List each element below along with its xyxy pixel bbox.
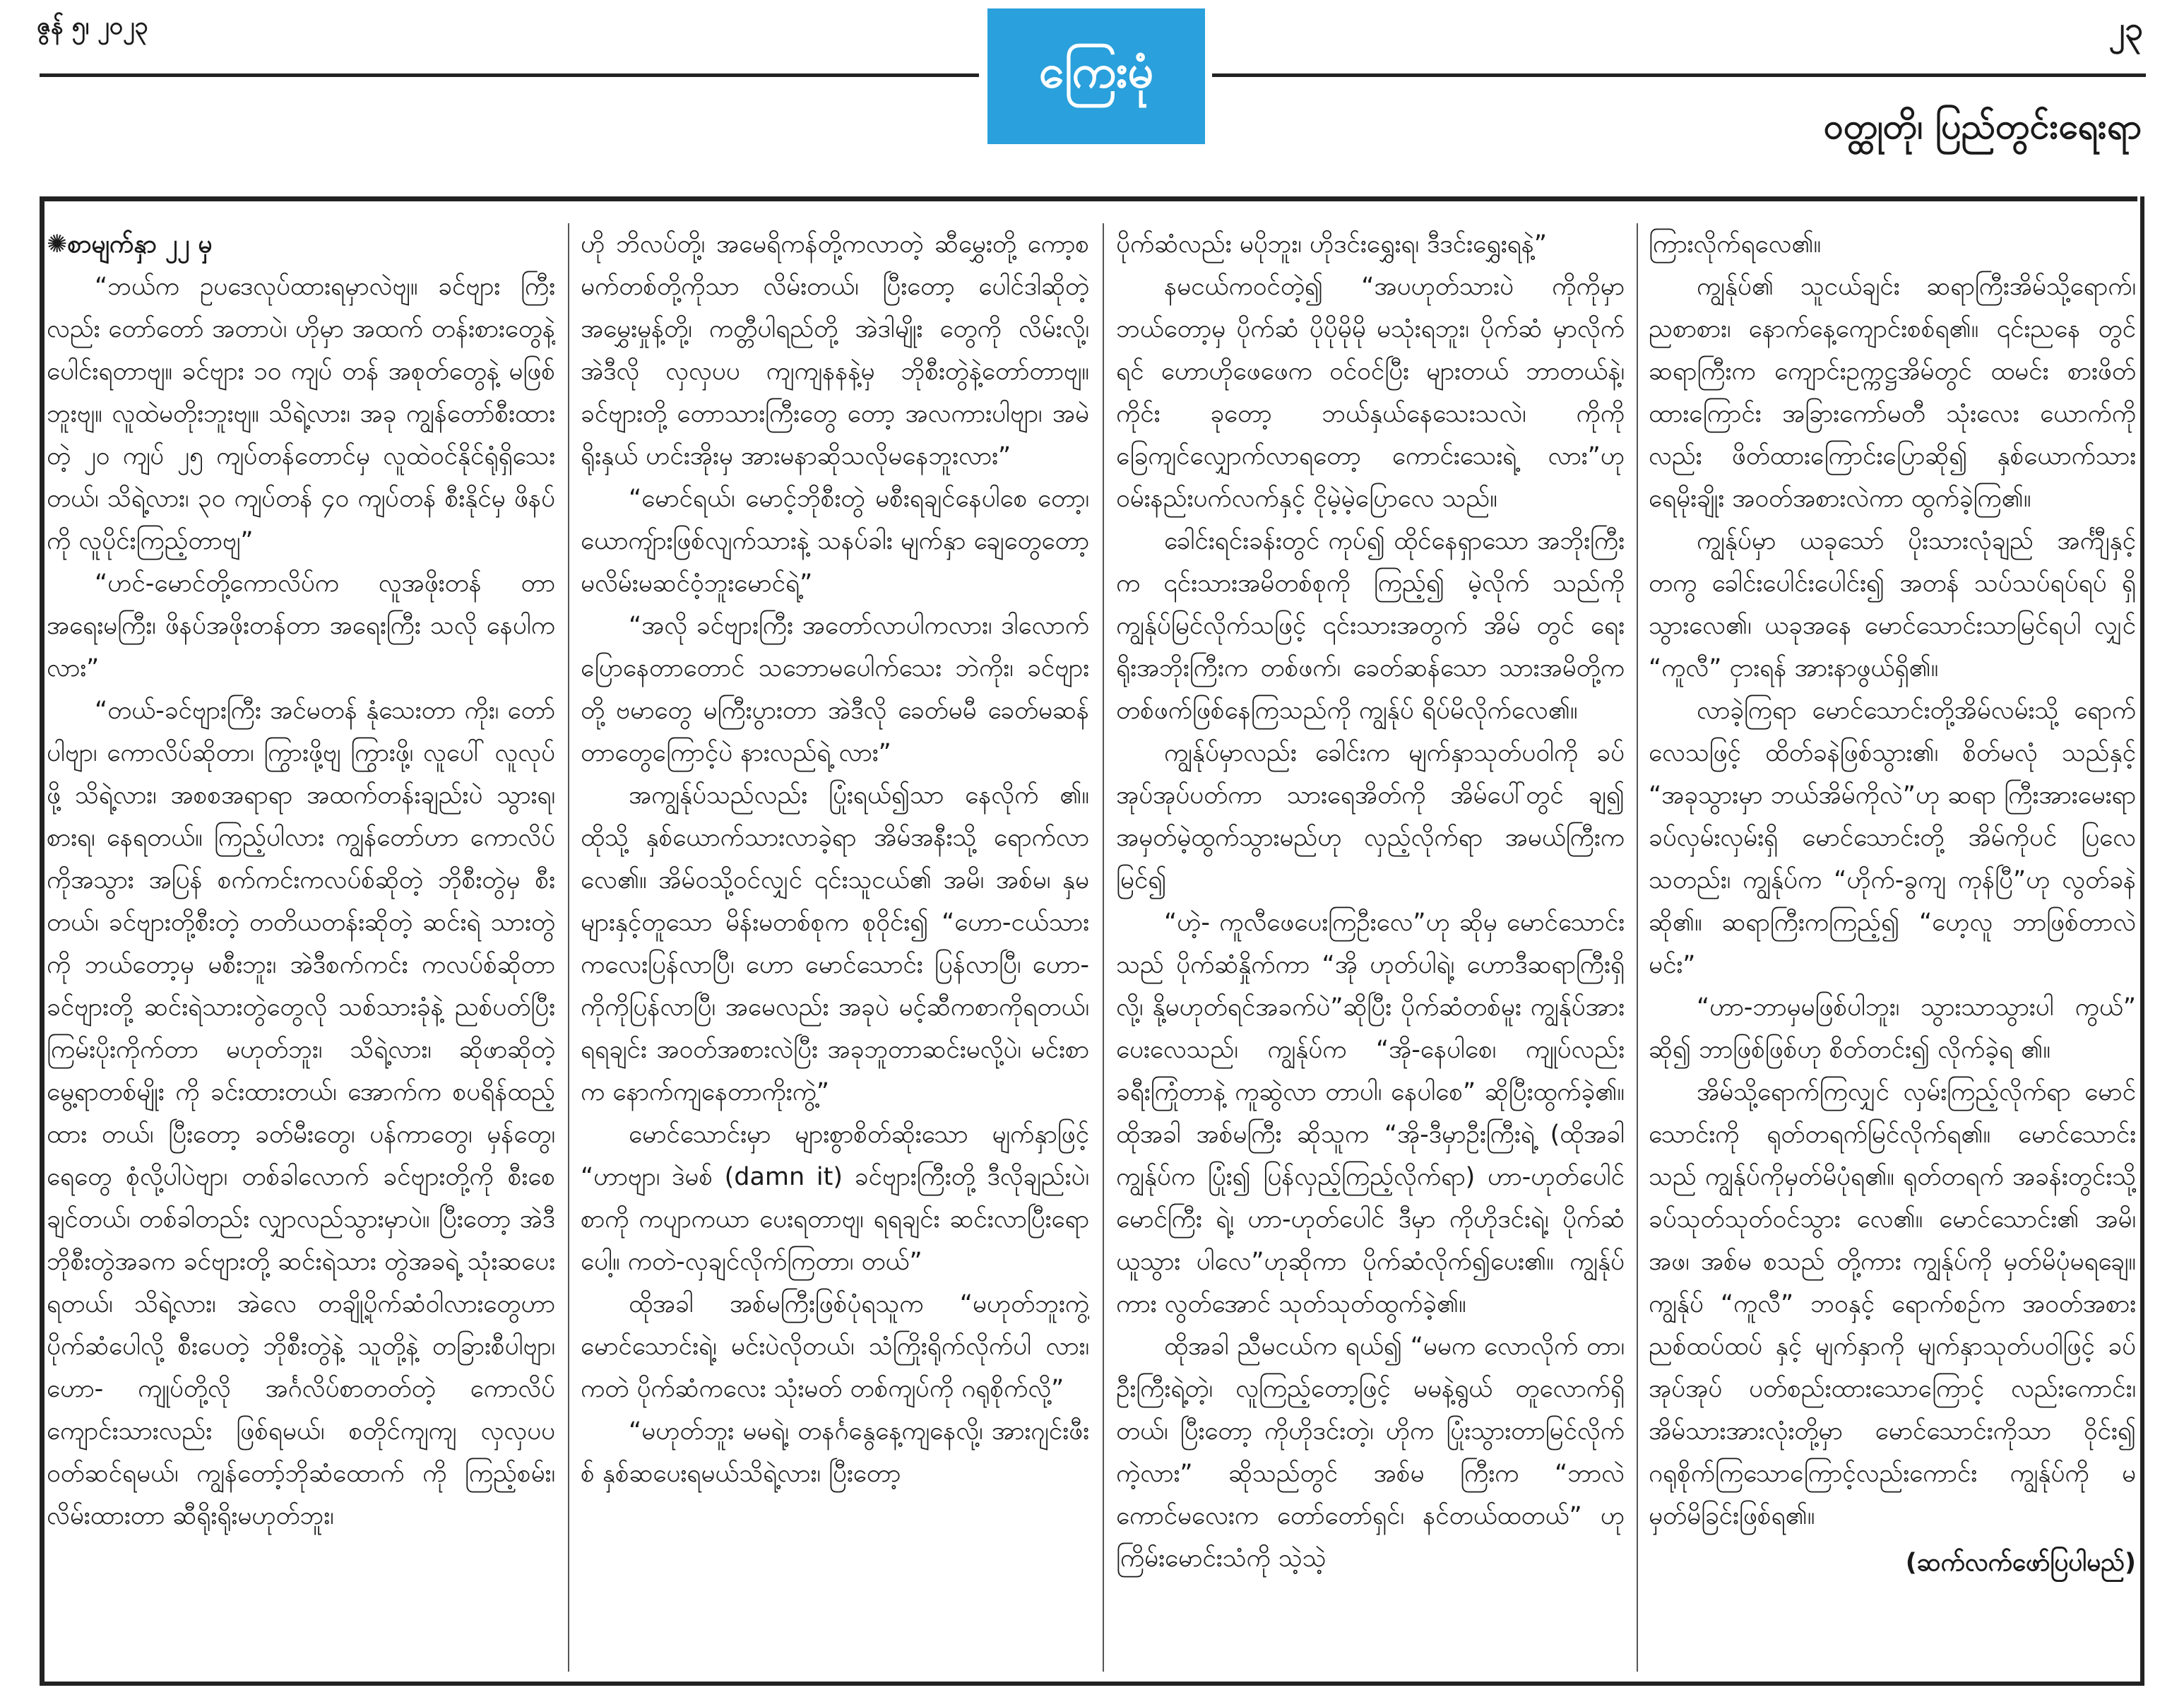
column-divider: [1637, 223, 1638, 1672]
paragraph: “မောင်ရယ်၊ မောင့်ဘိုစီးတွဲ မစီးရချင်နေပါစေ တော့၊ ယောကျ်ားဖြစ်လျက်သားနဲ့ သနပ်ခါး မျက်နှာ ချေတွေတော့ မလိမ်းမဆင်ဝံ့ဘူးမောင်ရဲ့”: [581, 485, 1089, 598]
paragraph: မောင်သောင်းမှာ များစွာစိတ်ဆိုးသော မျက်နှာဖြင့် “ဟာဗျာ၊ ဒဲမစ် (damn it) ခင်ဗျားကြီးတို့ ဒီလိုချည်းပဲ၊ စာကို ကပျာကယာ ပေးရတာဗျ၊ ရရချင်း ဆင်းလာပြီးရောပေါ့။ ကတဲ-လှချင်လိုက်ကြတာ၊ တယ်”: [581, 1121, 1089, 1276]
article-frame-right: [2140, 196, 2144, 1684]
paragraph: လာခဲ့ကြရာ မောင်သောင်းတို့အိမ်လမ်းသို့ ရောက်လေသဖြင့် ထိတ်ခနဲဖြစ်သွား၏၊ စိတ်မလုံ သည်နှင့် “အခုသွားမှာ ဘယ်အိမ်ကိုလဲ”ဟု ဆရာ ကြီးအားမေးရာ ခပ်လှမ်းလှမ်းရှိ မောင်သောင်းတို့ အိမ်ကိုပင် ပြလေသတည်း၊ ကျွန်ုပ်က “ဟိုက်-ခွကျ ကုန်ပြီ”ဟု လွတ်ခနဲဆို၏။ ဆရာကြီးကကြည့်၍ “ဟေ့လူ ဘာဖြစ်တာလဲမင်း”: [1649, 697, 2136, 979]
paragraph: ခေါင်းရင်းခန်းတွင် ကုပ်၍ ထိုင်နေရှာသော အဘိုးကြီးက ၎င်းသားအမိတစ်စုကို ကြည့်၍ မဲ့လိုက် သည်ကို ကျွန်ုပ်မြင်လိုက်သဖြင့် ၎င်းသားအတွက် အိမ် တွင် ရေးရိုးအဘိုးကြီးက တစ်ဖက်၊ ခေတ်ဆန်သော သားအမိတို့ကတစ်ဖက်ဖြစ်နေကြသည်ကို ကျွန်ုပ် ရိပ်မိလိုက်လေ၏။: [1116, 527, 1625, 725]
paragraph: “ဟဲ့- ကူလီဖေပေးကြဦးလေ”ဟု ဆိုမှ မောင်သောင်းသည် ပိုက်ဆံနှိုက်ကာ “အို ဟုတ်ပါရဲ့၊ ဟောဒီဆရာကြီးရှိလို့၊ နို့မဟုတ်ရင်အခက်ပဲ”ဆိုပြီး ပိုက်ဆံတစ်မူး ကျွန်ုပ်အား ပေးလေသည်၊ ကျွန်ုပ်က “အို-နေပါစေ၊ ကျုပ်လည်း ခရီးကြုံတာနဲ့ ကူဆွဲလာ တာပါ၊ နေပါစေ” ဆိုပြီးထွက်ခဲ့၏။ ထိုအခါ အစ်မကြီး ဆိုသူက “အို-ဒီမှာဦးကြီးရဲ့ (ထိုအခါ ကျွန်ုပ်က ပြုံး၍ ပြန်လှည့်ကြည့်လိုက်ရာ) ဟာ-ဟုတ်ပေါင် မောင်ကြီး ရဲ့၊ ဟာ-ဟုတ်ပေါင် ဒီမှာ ကိုဟိုဒင်းရဲ့၊ ပိုက်ဆံယူသွား ပါလေ”ဟုဆိုကာ ပိုက်ဆံလိုက်၍ပေး၏။ ကျွန်ုပ်ကား လွတ်အောင် သုတ်သုတ်ထွက်ခဲ့၏။: [1116, 909, 1625, 1318]
masthead-logo: [987, 8, 1205, 144]
paragraph: ဟို ဘိလပ်တို့၊ အမေရိကန်တို့ကလာတဲ့ ဆီမွှေးတို့ ကော့စမက်တစ်တို့ကိုသာ လိမ်းတယ်၊ ပြီးတော့ ပေါင်ဒါဆိုတဲ့ အမွှေးမှုန့်တို့၊ ကတ္တီပါရည်တို့ အဲဒါမျိုး တွေကို လိမ်းလို့၊ အဲဒီလို လှလှပပ ကျကျနနနဲ့မှ ဘိုစီးတွဲနဲ့တော်တာဗျ။ ခင်ဗျားတို့ တောသားကြီးတွေ တော့ အလကားပါဗျာ၊ အမဲရိုးနှယ် ဟင်းအိုးမှ အားမနာဆိုသလိုမနေဘူးလား”: [581, 230, 1089, 471]
article-frame-bottom: [40, 1682, 2144, 1686]
paragraph: ကျွန်ုပ်မှာ ယခုသော် ပိုးသားလုံချည် အင်္ကျီနှင့် တကွ ခေါင်းပေါင်းပေါင်း၍ အတန် သပ်သပ်ရပ်ရပ် ရှိသွားလေ၏၊ ယခုအနေ မောင်သောင်းသာမြင်ရပါ လျှင် “ကူလီ” ငှားရန် အားနာဖွယ်ရှိ၏။: [1649, 527, 2136, 682]
header-rule-left: [40, 73, 979, 77]
article-column-3: [1116, 223, 1625, 1672]
page-date: ဇွန် ၅၊ ၂၀၂၃: [37, 12, 148, 40]
paragraph: “ဟင်-မောင်တို့ကောလိပ်က လူအဖိုးတန် တာ အရေးမကြီး၊ ဖိနပ်အဖိုးတန်တာ အရေးကြီး သလို နေပါကလား”: [47, 569, 555, 682]
paragraph: အကျွန်ုပ်သည်လည်း ပြုံးရယ်၍သာ နေလိုက် ၏။ ထိုသို့ နှစ်ယောက်သားလာခဲ့ရာ အိမ်အနီးသို့ ရောက်လာလေ၏။ အိမ်ဝသို့ဝင်လျှင် ၎င်းသူငယ်၏ အမိ၊ အစ်မ၊ နှမများနှင့်တူသော မိန်းမတစ်စုက စုဝိုင်း၍ “ဟော-ငယ်သားကလေးပြန်လာပြီ၊ ဟော မောင်သောင်း ပြန်လာပြီ၊ ဟော-ကိုကိုပြန်လာပြီ၊ အမေလည်း အခုပဲ မင့်ဆီကစာကိုရတယ်၊ ရရချင်း အဝတ်အစားလဲပြီး အခုဘူတာဆင်းမလို့ပဲ၊ မင်းစာ က နောက်ကျနေတာကိုးကွဲ့”: [581, 781, 1089, 1106]
paragraph: ကျွန်ုပ်၏ သူငယ်ချင်း ဆရာကြီးအိမ်သို့ရောက်၊ ညစာစား၊ နောက်နေ့ကျောင်းစစ်ရ၏။ ၎င်းညနေ တွင် ဆရာကြီးက ကျောင်းဥက္ကဋ္ဌအိမ်တွင် ထမင်း စားဖိတ်ထားကြောင်း အခြားကော်မတီ သုံးလေး ယောက်ကိုလည်း ဖိတ်ထားကြောင်းပြောဆို၍ နှစ်ယောက်သား ရေမိုးချိုး အဝတ်အစားလဲကာ ထွက်ခဲ့ကြ၏။: [1649, 273, 2136, 513]
continued-from-label: ✺စာမျက်နှာ ၂၂ မှ: [47, 230, 213, 259]
paragraph: ကျွန်ုပ်မှာလည်း ခေါင်းက မျက်နှာသုတ်ပဝါကို ခပ်အုပ်အုပ်ပတ်ကာ သားရေအိတ်ကို အိမ်ပေါ်တွင် ချ၍ အမှတ်မဲ့ထွက်သွားမည်ဟု လှည့်လိုက်ရာ အမယ်ကြီးကမြင်၍: [1116, 739, 1625, 894]
article-column-4: [1649, 223, 2136, 1672]
paragraph: အိမ်သို့ရောက်ကြလျှင် လှမ်းကြည့်လိုက်ရာ မောင်သောင်းကို ရုတ်တရက်မြင်လိုက်ရ၏။ မောင်သောင်းသည် ကျွန်ုပ်ကိုမှတ်မိပုံရ၏။ ရုတ်တရက် အခန်းတွင်းသို့ ခပ်သုတ်သုတ်ဝင်သွား လေ၏။ မောင်သောင်း၏ အမိ၊ အဖ၊ အစ်မ စသည် တို့ကား ကျွန်ုပ်ကို မှတ်မိပုံမရချေ။ ကျွန်ုပ် “ကူလီ” ဘဝနှင့် ရောက်စဉ်က အဝတ်အစား ညစ်ထပ်ထပ် နှင့် မျက်နှာကို မျက်နှာသုတ်ပဝါဖြင့် ခပ်အုပ်အုပ် ပတ်စည်းထားသောကြောင့် လည်းကောင်း၊ အိမ်သားအားလုံးတို့မှာ မောင်သောင်းကိုသာ ဝိုင်း၍ ဂရုစိုက်ကြသောကြောင့်လည်းကောင်း ကျွန်ုပ်ကို မမှတ်မိခြင်းဖြစ်ရ၏။: [1649, 1078, 2136, 1530]
paragraph: “တယ်-ခင်ဗျားကြီး အင်မတန် နုံသေးတာ ကိုး၊ တော်ပါဗျာ၊ ကောလိပ်ဆိုတာ၊ ကြွားဖို့ဗျ ကြွားဖို့၊ လူပေါ် လူလုပ်ဖို့ သိရဲ့လား၊ အစစအရာရာ အထက်တန်းချည်းပဲ သွားရ၊ စားရ၊ နေရတယ်။ ကြည့်ပါလား ကျွန်တော်ဟာ ကောလိပ်ကိုအသွား အပြန် စက်ကင်းကလပ်စ်ဆိုတဲ့ ဘိုစီးတွဲမှ စီးတယ်၊ ခင်ဗျားတို့စီးတဲ့ တတိယတန်းဆိုတဲ့ ဆင်းရဲ သားတွဲကို ဘယ်တော့မှ မစီးဘူး၊ အဲဒီစက်ကင်း ကလပ်စ်ဆိုတာ ခင်ဗျားတို့ ဆင်းရဲသားတွဲတွေလို သစ်သားခုံနဲ့ ညစ်ပတ်ပြီး ကြမ်းပိုးကိုက်တာ မဟုတ်ဘူး၊ သိရဲ့လား၊ ဆိုဖာဆိုတဲ့ မွေ့ရာတစ်မျိုး ကို ခင်းထားတယ်၊ အောက်က စပရိန်ထည့်ထား တယ်၊ ပြီးတော့ ခတ်မီးတွေ၊ ပန်ကာတွေ၊ မှန်တွေ၊ ရေတွေ စုံလို့ပါပဲဗျာ၊ တစ်ခါလောက် ခင်ဗျားတို့ကို စီးစေချင်တယ်၊ တစ်ခါတည်း လျှာလည်သွားမှာပဲ။ ပြီးတော့ အဲဒီဘိုစီးတွဲအခက ခင်ဗျားတို့ ဆင်းရဲသား တွဲအခရဲ့ သုံးဆပေးရတယ်၊ သိရဲ့လား၊ အဲလေ တချို့ပိုက်ဆံဝါလားတွေဟာ ပိုက်ဆံပေါလို့ စီးပေတဲ့ ဘိုစီးတွဲနဲ့ သူတို့နဲ့ တခြားစီပါဗျာ၊ ဟော- ကျုပ်တို့လို အင်္ဂလိပ်စာတတ်တဲ့ ကောလိပ် ကျောင်းသားလည်း ဖြစ်ရမယ်၊ စတိုင်ကျကျ လှလှပပဝတ်ဆင်ရမယ်၊ ကျွန်တော့်ဘိုဆံထောက် ကို ကြည့်စမ်း၊ လိမ်းထားတာ ဆီရိုးရိုးမဟုတ်ဘူး၊: [47, 697, 555, 1530]
paragraph: ကြားလိုက်ရလေ၏။: [1649, 230, 1822, 259]
paragraph: “မဟုတ်ဘူး မမရဲ့၊ တနင်္ဂနွေနေ့ကျနေလို့၊ အားဂျင်းဖီးစ် နှစ်ဆပေးရမယ်သိရဲ့လား၊ ပြီးတော့: [581, 1417, 1089, 1488]
article-column-1: [47, 223, 555, 1672]
column-divider: [1103, 223, 1104, 1672]
page-number: ၂၃: [2108, 9, 2143, 47]
section-title: ဝတ္ထုတို၊ ပြည်တွင်းရေးရာ: [1823, 106, 2142, 147]
paragraph: ထိုအခါ ညီမငယ်က ရယ်၍ “မမက လောလိုက် တာ၊ ဦးကြီးရဲ့တဲ့၊ လူကြည့်တော့ဖြင့် မမနဲ့ရွယ် တူလောက်ရှိတယ်၊ ပြီးတော့ ကိုဟိုဒင်းတဲ့၊ ဟိုက ပြုံးသွားတာမြင်လိုက်ကဲ့လား” ဆိုသည်တွင် အစ်မ ကြီးက “ဘာလဲ ကောင်မလေးက တော်တော်ရှင်၊ နင်တယ်ထတယ်” ဟု ကြိမ်းမောင်းသံကို သဲ့သဲ့: [1116, 1332, 1625, 1573]
column-divider: [568, 223, 569, 1672]
paragraph: “ဘယ်က ဥပဒေလုပ်ထားရမှာလဲဗျ။ ခင်ဗျား ကြီးလည်း တော်တော် အတာပဲ၊ ဟိုမှာ အထက် တန်းစားတွေနဲ့ ပေါင်းရတာဗျ။ ခင်ဗျား ၁၀ ကျပ် တန် အစုတ်တွေနဲ့ မဖြစ်ဘူးဗျ။ လူထဲမတိုးဘူးဗျ။ သိရဲ့လား၊ အခု ကျွန်တော်စီးထားတဲ့ ၂၀ ကျပ် ၂၅ ကျပ်တန်တောင်မှ လူထဲဝင်နိုင်ရုံရှိသေးတယ်၊ သိရဲ့လား၊ ၃၀ ကျပ်တန် ၄၀ ကျပ်တန် စီးနိုင်မှ ဖိနပ်ကို လူပိုင်းကြည့်တာဗျ”: [47, 273, 555, 555]
paragraph: ထိုအခါ အစ်မကြီးဖြစ်ပုံရသူက “မဟုတ်ဘူးကွဲ့ မောင်သောင်းရဲ့၊ မင်းပဲလိုတယ်၊ သံကြိုးရိုက်လိုက်ပါ လား၊ ကတဲ ပိုက်ဆံကလေး သုံးမတ် တစ်ကျပ်ကို ဂရုစိုက်လို့”: [581, 1290, 1089, 1403]
paragraph: နမငယ်ကဝင်တဲ့၍ “အပဟုတ်သားပဲ ကိုကိုမှာ ဘယ်တော့မှ ပိုက်ဆံ ပိုပိုမိုမို မသုံးရဘူး၊ ပိုက်ဆံ မှာလိုက်ရင် ဟောဟိုဖေဖေက ဝင်ဝင်ပြီး များတယ် ဘာတယ်နဲ့၊ ကိုင်း ခုတော့ ဘယ်နှယ်နေသေးသလဲ၊ ကိုကို ခြေကျင်လျှောက်လာရတော့ ကောင်းသေးရဲ့ လား”ဟု ဝမ်းနည်းပက်လက်နှင့် ငိုမဲ့မဲ့ပြောလေ သည်။: [1116, 273, 1625, 513]
continued-notice: (ဆက်လက်ဖော်ပြပါမည်): [1905, 1549, 2136, 1577]
header-rule-right: [1212, 73, 2146, 77]
article-column-2: [581, 223, 1089, 1672]
masthead-title: ကြေးမုံ: [1038, 46, 1154, 98]
paragraph: “ဟာ-ဘာမှမဖြစ်ပါဘူး၊ သွားသာသွားပါ ကွယ်” ဆို၍ ဘာဖြစ်ဖြစ်ဟု စိတ်တင်း၍ လိုက်ခဲ့ရ ၏။: [1649, 993, 2136, 1064]
paragraph: ပိုက်ဆံလည်း မပိုဘူး၊ ဟိုဒင်းရွှေးရ၊ ဒီဒင်းရွှေးရနဲ့”: [1116, 230, 1547, 259]
paragraph: “အလို ခင်ဗျားကြီး အတော်လာပါကလား၊ ဒါလောက် ပြောနေတာတောင် သဘောမပေါက်သေး ဘဲကိုး၊ ခင်ဗျားတို့ ဗမာတွေ မကြီးပွားတာ အဲဒီလို ခေတ်မမီ ခေတ်မဆန်တာတွေကြောင့်ပဲ နားလည်ရဲ့ လား”: [581, 612, 1089, 767]
